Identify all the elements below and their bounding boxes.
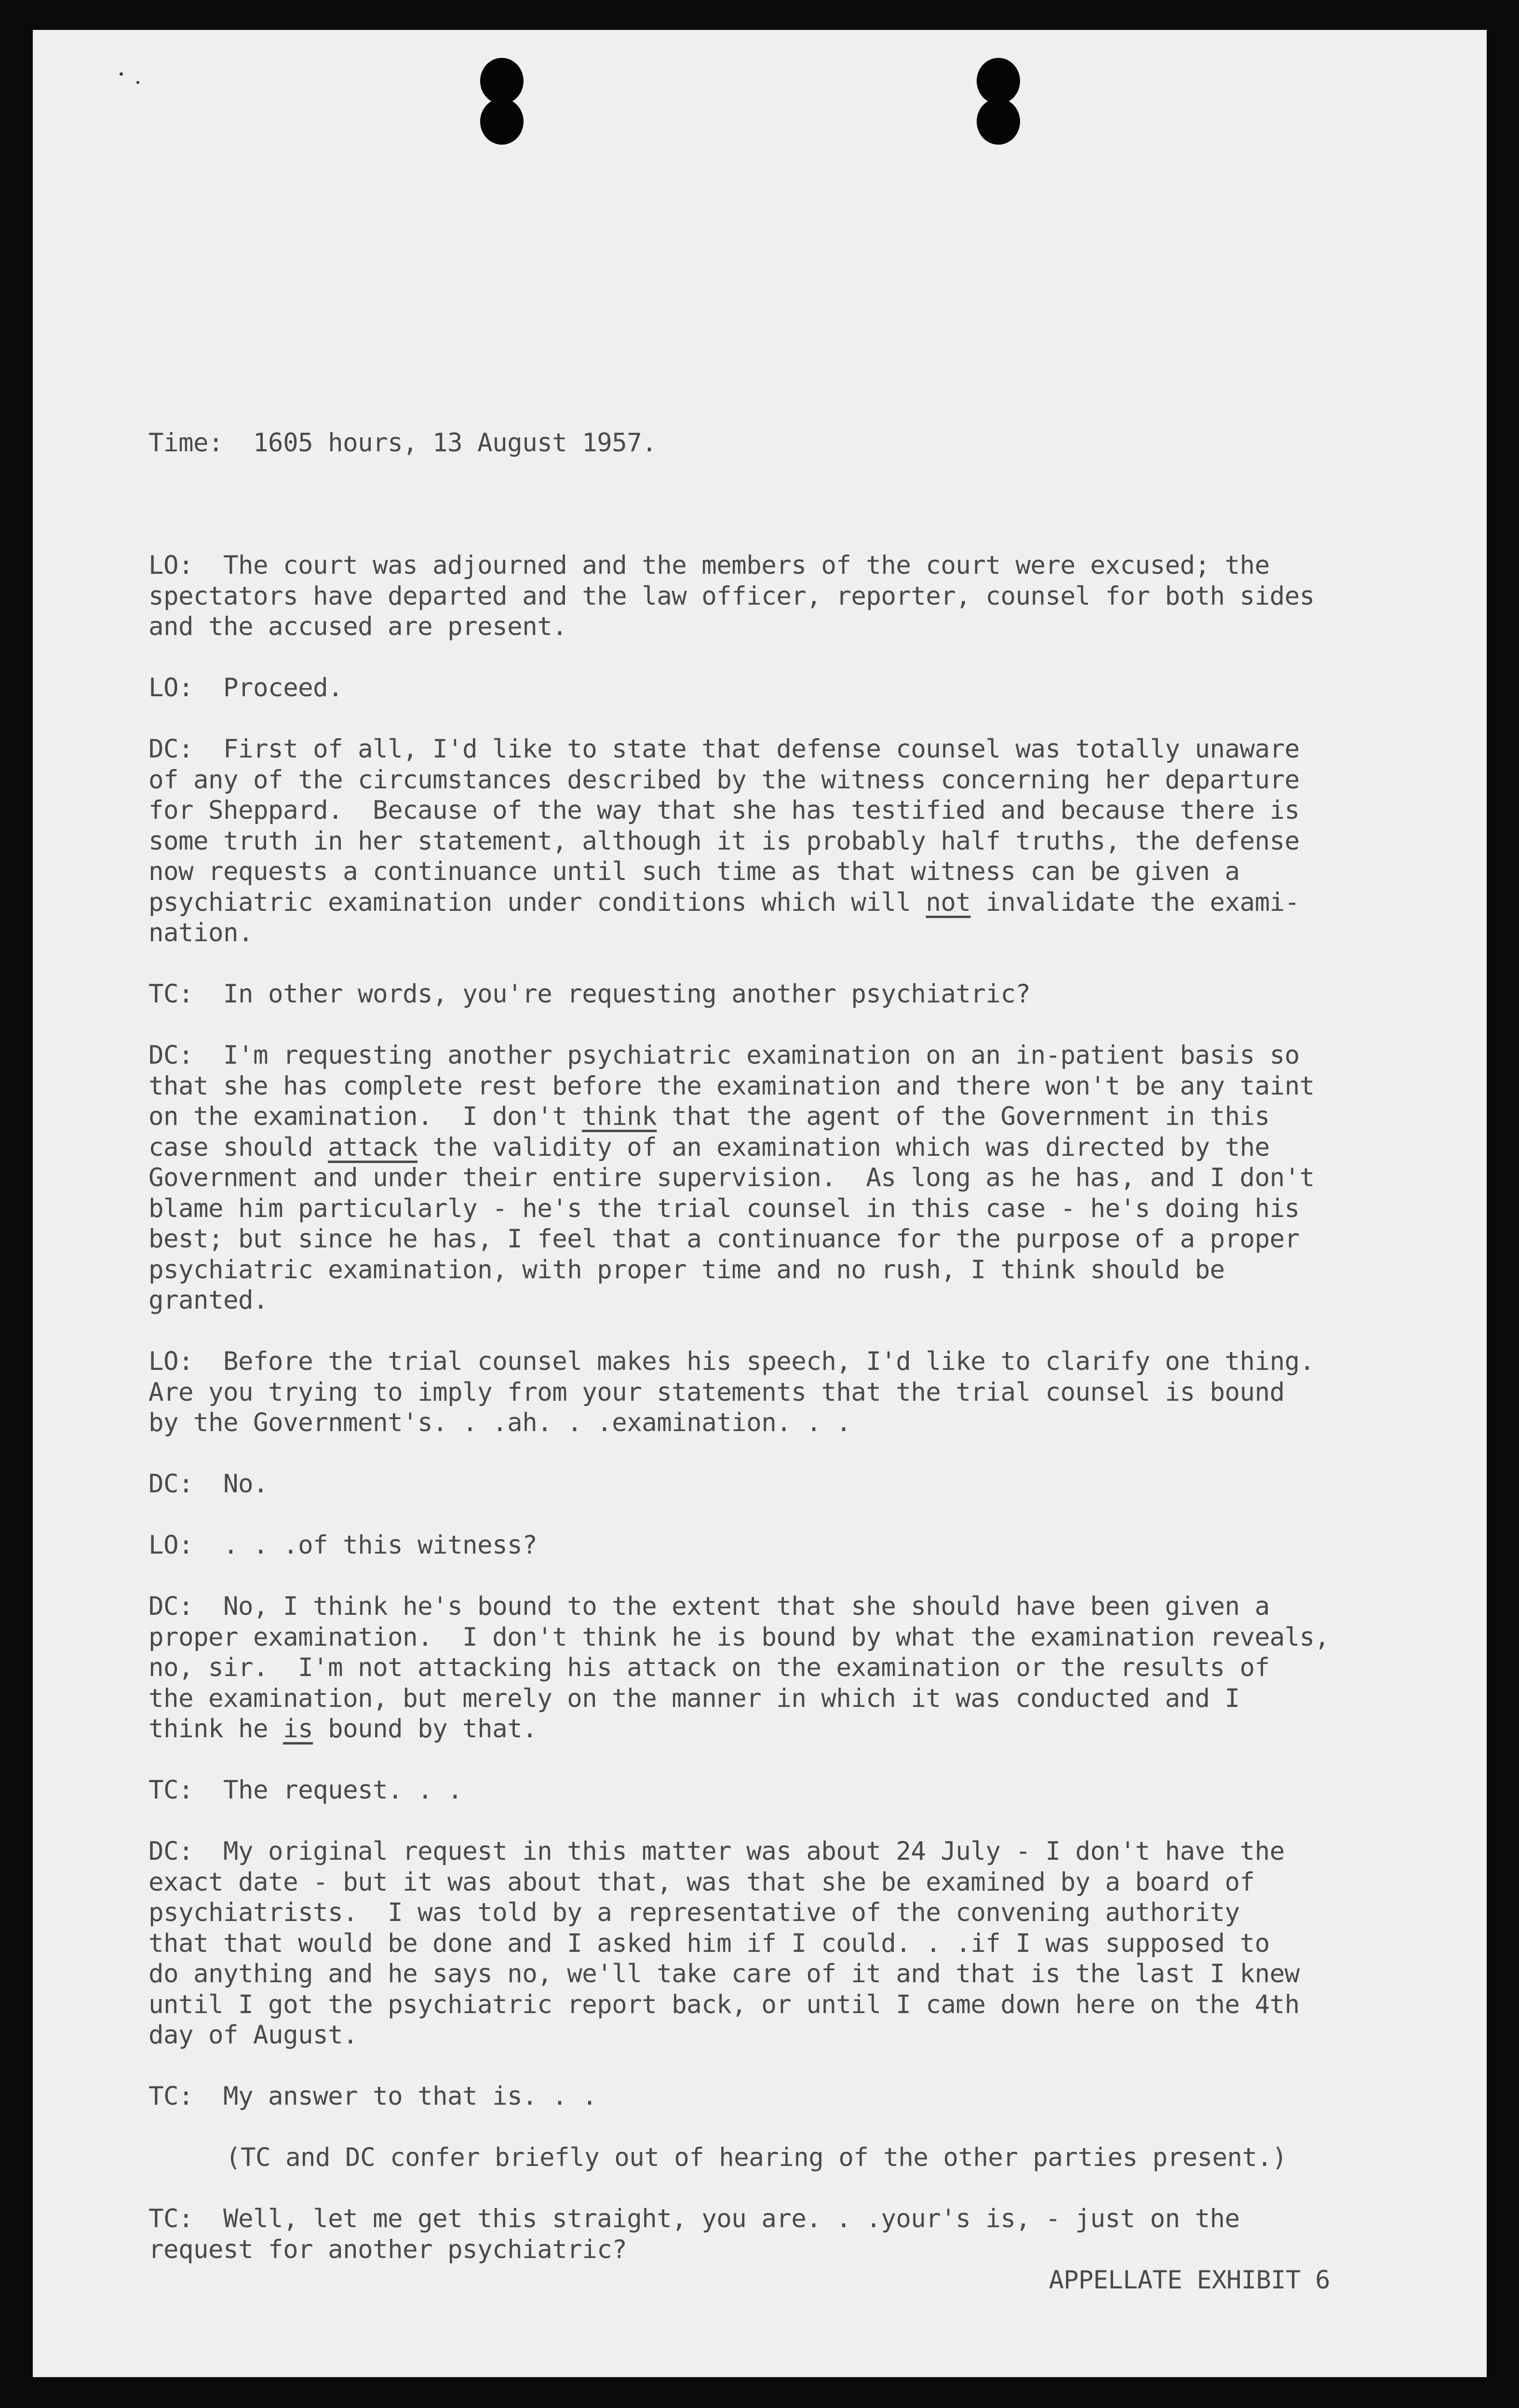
text-line: proper examination. I don't think he is bound by what the examination reveals,: [148, 1622, 1330, 1652]
text-line: DC: No.: [148, 1469, 269, 1499]
transcript-paragraph: [148, 979, 1383, 1010]
text-line: no, sir. I'm not attacking his attack on the examination or the results of: [148, 1653, 1270, 1682]
transcript-paragraph: [148, 2081, 1383, 2112]
text-line: TC: My answer to that is. . .: [148, 2082, 597, 2111]
text-line: DC: No, I think he's bound to the extent that she should have been given a: [148, 1592, 1270, 1621]
text-line: Government and under their entire supervision. As long as he has, and I don't: [148, 1163, 1315, 1192]
transcript-paragraph: [148, 734, 1383, 948]
transcript-paragraph: [148, 2142, 1383, 2173]
text-line: TC: The request. . .: [148, 1775, 463, 1805]
text-line: LO: Proceed.: [148, 673, 343, 703]
speck-marks: [86, 68, 182, 97]
text-line: now requests a continuance until such time as that witness can be given a: [148, 857, 1240, 886]
text-line: TC: In other words, you're requesting another psychiatric?: [148, 979, 1031, 1009]
text-line: think he is bound by that.: [148, 1714, 538, 1744]
text-line: Are you trying to imply from your statements that the trial counsel is bound: [148, 1377, 1285, 1407]
transcript-paragraph: [148, 1530, 1383, 1561]
text-line: psychiatric examination, with proper time and no rush, I think should be: [148, 1255, 1225, 1285]
text-line: TC: Well, let me get this straight, you are. . .your's is, - just on the: [148, 2204, 1240, 2233]
text-line: LO: The court was adjourned and the members of the court were excused; the: [148, 551, 1270, 580]
text-line: LO: . . .of this witness?: [148, 1530, 538, 1560]
punch-hole-right: [977, 58, 1020, 145]
transcript-paragraph: [148, 1836, 1383, 2051]
header-line: [148, 366, 1383, 520]
text-line: day of August.: [148, 2020, 358, 2050]
text-line: DC: I'm requesting another psychiatric examination on an in-patient basis so: [148, 1041, 1300, 1070]
text-line: do anything and he says no, we'll take care of it and that is the last I knew: [148, 1959, 1300, 1989]
text-line: by the Government's. . .ah. . .examination. . .: [148, 1408, 851, 1437]
text-line: on the examination. I don't think that the agent of the Government in this: [148, 1102, 1270, 1131]
text-line: case should attack the validity of an examination which was directed by the: [148, 1132, 1270, 1162]
exhibit-label: APPELLATE EXHIBIT 6: [1049, 2266, 1330, 2295]
speck: [120, 72, 123, 76]
text-line: exact date - but it was about that, was that she be examined by a board of: [148, 1867, 1255, 1897]
text-line: blame him particularly - he's the trial counsel in this case - he's doing his: [148, 1193, 1300, 1223]
text-line: until I got the psychiatric report back, or until I came down here on the 4th: [148, 1989, 1300, 2019]
text-line: best; but since he has, I feel that a continuance for the purpose of a proper: [148, 1224, 1300, 1254]
text-line: for Sheppard. Because of the way that she has testified and because there is: [148, 796, 1300, 825]
text-line: spectators have departed and the law officer, reporter, counsel for both sides: [148, 581, 1315, 611]
text-line: DC: First of all, I'd like to state that defense counsel was totally unaware: [148, 734, 1300, 764]
text-line: the examination, but merely on the manner in which it was conducted and I: [148, 1683, 1240, 1713]
text-line: nation.: [148, 918, 254, 947]
text-line: and the accused are present.: [148, 612, 567, 641]
text-line: that that would be done and I asked him if I could. . .if I was supposed to: [148, 1928, 1270, 1958]
transcript-paragraph: [148, 1469, 1383, 1500]
text-line: (TC and DC confer briefly out of hearing of the other parties present.): [226, 2143, 1287, 2172]
text-line: LO: Before the trial counsel makes his speech, I'd like to clarify one thing.: [148, 1347, 1315, 1376]
text-line: psychiatric examination under conditions which will not invalidate the exami-: [148, 887, 1300, 917]
transcript-paragraph: [148, 550, 1383, 642]
speck: [136, 81, 139, 84]
text-line: of any of the circumstances described by the witness concerning her departure: [148, 765, 1300, 795]
text-line: some truth in her statement, although it is probably half truths, the defense: [148, 826, 1300, 856]
transcript-paragraphs: [148, 550, 1383, 2265]
transcript-body: [148, 366, 1383, 2296]
transcript-paragraph: [148, 2204, 1383, 2265]
transcript-paragraph: [148, 1775, 1383, 1806]
text-line: request for another psychiatric?: [148, 2234, 627, 2264]
text-line: granted.: [148, 1285, 269, 1315]
text-line: Time: 1605 hours, 13 August 1957.: [148, 428, 657, 458]
text-line: DC: My original request in this matter was about 24 July - I don't have the: [148, 1837, 1285, 1866]
transcript-paragraph: [148, 1591, 1383, 1745]
punch-hole-left: [480, 58, 524, 145]
text-line: that she has complete rest before the examination and there won't be any taint: [148, 1071, 1315, 1101]
transcript-paragraph: [148, 1040, 1383, 1316]
transcript-paragraph: [148, 673, 1383, 703]
text-line: psychiatrists. I was told by a representative of the convening authority: [148, 1898, 1240, 1927]
transcript-paragraph: [148, 1346, 1383, 1438]
